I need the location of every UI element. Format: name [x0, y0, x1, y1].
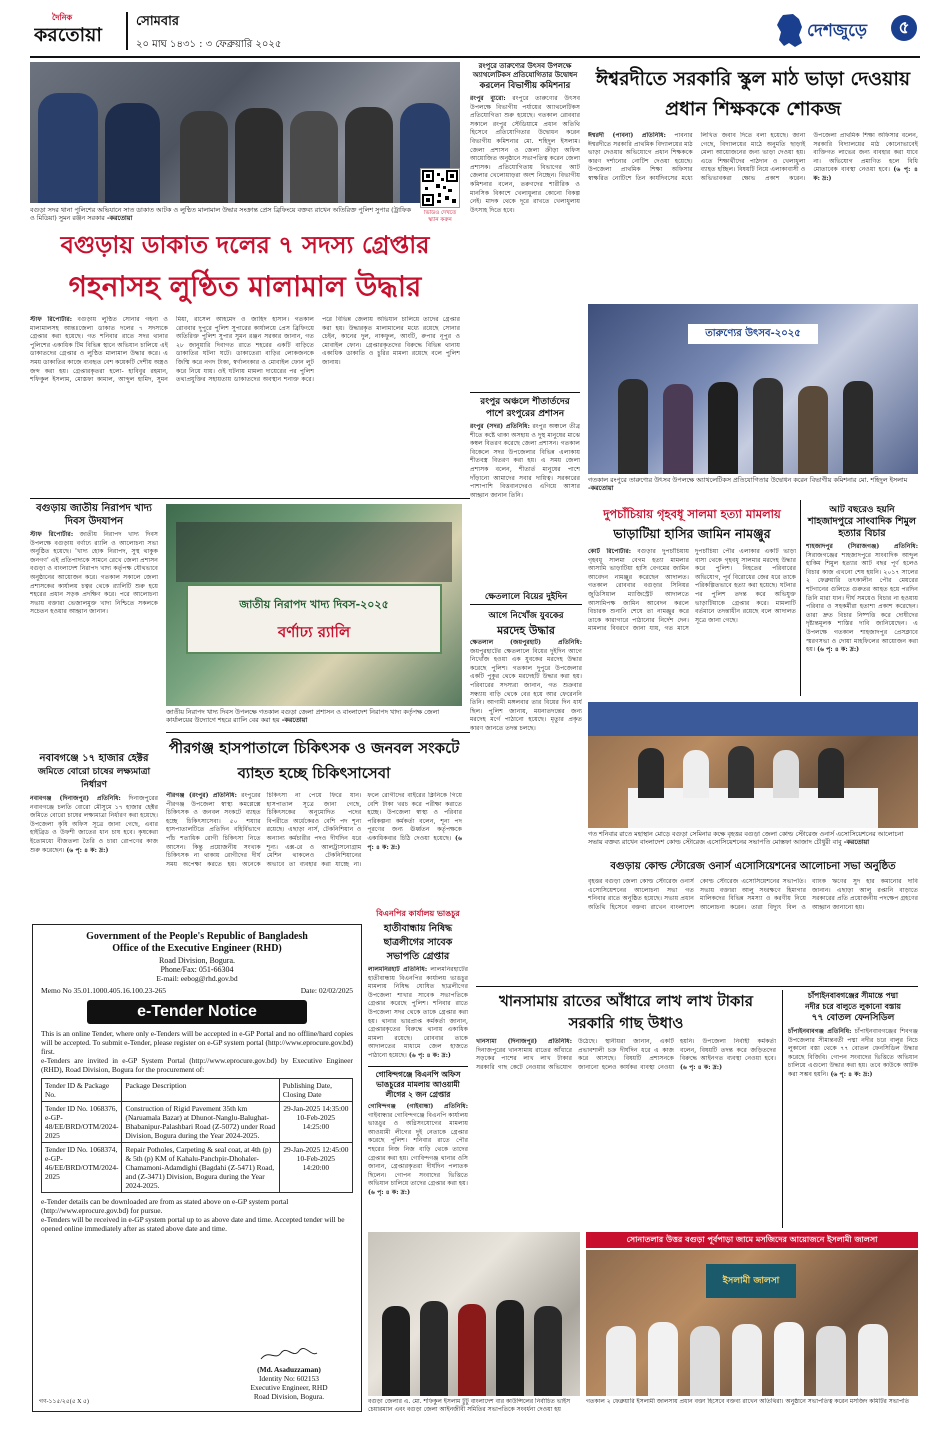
tender-row1-dates: 29-Jan-2025 14:35:00 10-Feb-2025 14:25:00 — [279, 1102, 352, 1143]
nawabganj-continued: (৬ পৃ: ৪ ক: দ্র:) — [66, 846, 109, 854]
tender-col-id: Tender ID & Package No. — [42, 1079, 122, 1102]
lalmonirhat-kicker: বিএনপির কার্যালয় ভাঙচুর — [376, 909, 460, 918]
gobindaganj-byline: গোবিন্দগঞ্জ (গাইবান্ধা) প্রতিনিধি: — [368, 1103, 468, 1110]
tender-gov-line2: Office of the Executive Engineer (RHD) — [112, 943, 282, 954]
rally-banner — [186, 584, 442, 654]
cold-storage-caption — [588, 830, 918, 856]
tender-table-header — [42, 1079, 353, 1102]
khetlal-kicker2: আগে নিখোঁজ যুবকের — [488, 611, 564, 621]
tender-row1-desc: Construction of Rigid Pavement 35th km (Naruamala Bazar) at Dhunot-Nanglu-Balughat-Bhabanipur-Palashbari Road (Z-5072) under Road Division, Bogura during the Year 2024-2025. — [122, 1102, 279, 1143]
gobindaganj-body — [368, 1103, 468, 1198]
rule — [368, 1066, 468, 1067]
lead-headline-line2: গহনাসহ লুণ্ঠিত মালামাল উদ্ধার — [68, 270, 422, 303]
shahjadpur-byline: শাহজাদপুর (সিরাজগঞ্জ) প্রতিনিধি: — [806, 543, 918, 550]
rangpur-cold-body — [470, 423, 580, 500]
newspaper-logo — [34, 12, 114, 50]
tender-footer2: e-Tenders will be received in e-GP system portal up to as above date and time. Accepted tender will be opened online immediately after as stated above date and time. — [41, 1215, 345, 1233]
tender-phone: Phone/Fax: 051-66304 — [160, 965, 234, 974]
food-safety-credit: -করতোয়া — [281, 716, 308, 725]
athletics-photo-credit: -করতোয়া — [588, 484, 614, 493]
tender-footer1: e-Tender details can be downloaded are from as stated above on e-GP system portal (http://www.eprocure.gov.bd) for pursue. — [41, 1197, 289, 1215]
khetlal-story — [470, 590, 582, 740]
dupchanchia-text: বগুড়ার দুপচাঁচিয়ায় গৃহবধূ সালমা বেগম হত্যা মামলার আসামি ভাড়াটিয়া হাসি বেগমের জামিন আবেদন নামঞ্জুর করেছেন আদালত। গতকাল রোববার বগুড়ার সিনিয়র জুডিসিয়াল ম্যাজিস্ট্রেট আদালতে আসামিপক্ষ জামিন আবেদন করলে বিচারক শুনানি শেষে তা নামঞ্জুর করে তাকে কারাগারে পাঠানোর নির্দেশ দেন। মামলার বিবরণে জানা যায়, গত মাসে দুপচাঁচিয়া পৌর এলাকার একটি ভাড়া বাসা থেকে গৃহবধূ সালমার মরদেহ উদ্ধার করে পুলিশ। নিহতের পরিবারের অভিযোগ, পূর্ব বিরোধের জের ধরে তাকে পরিকল্পিতভাবে হত্যা করা হয়েছে। ঘটনার পর পুলিশ তদন্ত করে অভিযুক্ত ভাড়াটিয়াকে গ্রেপ্তার করে। মামলাটি বর্তমানে তদন্তাধীন রয়েছে বলে আদালত সূত্রে জানা গেছে। — [588, 548, 796, 633]
table-row — [42, 1143, 353, 1193]
ishwardi-continued: (৬ পৃ: ৪ ক: দ্র:) — [813, 166, 918, 182]
rangpur-athletics-story — [470, 62, 580, 392]
logo-small-text: দৈনিক — [52, 13, 73, 22]
pirganj-headline: পীরগঞ্জ হাসপাতালে চিকিৎসক ও জনবল সংকটে ব্যাহত হচ্ছে চিকিৎসাসেবা — [168, 739, 460, 782]
logo-text: করতোয়া — [34, 24, 102, 46]
rangpur-athletics-headline: করলেন বিভাগীয় কমিশনার — [479, 81, 571, 91]
section-header — [775, 10, 920, 52]
bar-council-photo — [368, 1232, 580, 1396]
cold-storage-body — [588, 878, 918, 984]
tender-ad — [32, 924, 362, 1412]
rule — [800, 500, 801, 696]
shahjadpur-body — [806, 543, 918, 655]
lalmonirhat-continued: (৬ পৃ: ৪ ক: দ্র:) — [408, 1051, 451, 1059]
nawabganj-text: দিনাজপুরের নবাবগঞ্জে চলতি বোরো মৌসুমে ১৭ হাজার হেক্টর জমিতে বোরো চাষের লক্ষ্যমাত্রা নির্ধারণ করা হয়েছে। উপজেলা কৃষি অফিস সূত্রে জানা গেছে, এবার হাইব্রিড ও উফশী জাতের ধান চাষ হবে। কৃষকেরা ইতোমধ্যে বীজতলা তৈরি ও চারা রোপণের কাজ শুরু করেছেন। — [30, 795, 158, 854]
rally-banner-sub: বর্ণাঢ্য র‍্যালি — [277, 623, 351, 641]
lalmonirhat-text: লালমনিরহাটের হাতীবান্ধায় বিএনপির কার্যালয় ভাঙচুর মামলায় নিষিদ্ধ ঘোষিত ছাত্রলীগের উপজেলা শাখার সাবেক সভাপতিকে গ্রেপ্তার করেছে পুলিশ। শনিবার রাতে উপজেলা সদর থেকে তাকে গ্রেপ্তার করা হয়। থানার ভারপ্রাপ্ত কর্মকর্তা জানান, গ্রেপ্তারকৃতের বিরুদ্ধে থানায় একাধিক মামলা রয়েছে। রোববার তাকে আদালতের মাধ্যমে জেল হাজতে পাঠানো হয়েছে। — [368, 966, 468, 1059]
dupchanchia-byline: কোর্ট রিপোর্টার: — [588, 548, 632, 555]
jalsa-kicker: সোনাতলার উত্তর বগুড়া পূর্বপাড়া জামে মসজিদের আয়োজনে ইসলামী জালসা — [586, 1232, 918, 1248]
khetlal-text: জয়পুরহাটের ক্ষেতলালে বিয়ের দুইদিন আগে নিখোঁজ হওয়া এক যুবকের মরদেহ উদ্ধার করেছে পুলিশ। গতকাল দুপুরে উপজেলার একটি পুকুর থেকে মরদেহটি উদ্ধার করা হয়। পরিবারের সদস্যরা জানান, গত শুক্রবার সন্ধ্যায় বাড়ি থেকে বের হয়ে আর ফেরেননি তিনি। আগামী মঙ্গলবার তার বিয়ের দিন ধার্য ছিল। পুলিশ জানায়, ময়নাতদন্তের জন্য মরদেহ মর্গে পাঠানো হয়েছে। মৃত্যুর প্রকৃত কারণ জানতে তদন্ত চলছে। — [470, 647, 582, 732]
rangpur-athletics-byline: রংপুর ব্যুরো: — [470, 95, 506, 102]
tender-email: E-mail: eebog@rhd.gov.bd — [156, 974, 238, 983]
tender-date: Date: 02/02/2025 — [300, 986, 353, 995]
qr-code[interactable] — [420, 168, 460, 208]
pirganj-continued: (৬ পৃ: ৪ ক: দ্র:) — [367, 834, 462, 851]
lead-headline-line1: বগুড়ায় ডাকাত দলের ৭ সদস্য গ্রেপ্তার — [60, 231, 430, 259]
jalsa-caption: গতকাল ২ ফেব্রুয়ারি ইসলামী জালসায় প্রধান বক্তা হিসেবে বক্তব্য রাখেন অতিথিরা। অনুষ্ঠানে সভাপতিত্ব করেন মসজিদ কমিটির সভাপতি — [586, 1398, 910, 1405]
masthead-divider — [126, 12, 128, 50]
tender-sign-id: Identity No: 602153 — [259, 1374, 319, 1383]
tender-office: Road Division, Bogura. — [159, 956, 235, 965]
table-row — [42, 1102, 353, 1143]
shahjadpur-continued: (৬ পৃ: ৪ ক: দ্র:) — [817, 646, 860, 654]
lead-photo-caption — [30, 206, 415, 224]
food-safety-photo — [166, 504, 462, 706]
khansama-byline: খানসামা (দিনাজপুর) প্রতিনিধি: — [476, 1038, 572, 1045]
cold-storage-photo — [588, 702, 918, 828]
tender-row2-desc: Repair Potholes, Carpeting & seal coat, at 4th (p) & 5th (p) KM of Kahalu-Panchpir-Dhohaler-Chamamoni-Adamdighi (Bagdahi (Z-5471) Road, and (Z-3471) Division, Bogura during the Year 2024-2025. — [122, 1143, 279, 1193]
qr-code-icon — [421, 169, 459, 207]
nawabganj-headline-line2: জমিতে বোরো চাষের লক্ষ্যমাত্রা নির্ধারণ — [37, 767, 151, 790]
ishwardi-headline: ঈশ্বরদীতে সরকারি স্কুল মাঠ ভাড়া দেওয়ায় প্রধান শিক্ষককে শোকজ — [595, 68, 911, 120]
masthead-date-block — [136, 12, 356, 52]
chapai-byline: চাঁপাইনবাবগঞ্জ প্রতিনিধি: — [788, 1028, 852, 1035]
chapai-continued: (৬ পৃ: ৪ ক: দ্র:) — [830, 1070, 873, 1078]
tender-row2-id: Tender ID No. 1068374, e-GP-46/EE/BRD/OTM/2024-2025 — [42, 1143, 122, 1193]
lalmonirhat-body — [368, 966, 468, 1062]
lead-photo-credit: -করতোয়া — [106, 214, 133, 223]
athletics-photo — [588, 304, 918, 474]
food-safety-caption — [166, 708, 462, 728]
masthead-date: ২০ মাঘ ১৪৩১ : ৩ ফেব্রুয়ারি ২০২৫ — [136, 39, 282, 50]
cold-storage-text: বৃহত্তর বগুড়া জেলা কোল্ড স্টোরেজ ওনার্স এসোসিয়েশনের আলোচনা সভা গত শনিবার রাতে অনুষ্ঠিত হয়েছে। সভায় প্রধান অতিথি হিসেবে বক্তব্য রাখেন বাংলাদেশ কোল্ড স্টোরেজ এসোসিয়েশনের সভাপতি। সভায় বক্তারা আলু সংরক্ষণে হিমাগার মালিকদের বিভিন্ন সমস্যা ও করণীয় নিয়ে আলোচনা করেন। তারা বিদ্যুৎ বিল ও ব্যাংক ঋণের সুদ হার কমানোর দাবি জানান। এছাড়া আলু রপ্তানি বাড়াতে সরকারের প্রতি প্রয়োজনীয় পদক্ষেপ গ্রহণের আহ্বান জানানো হয়। — [588, 878, 918, 911]
athletics-banner: তারুণ্যের উৎসব-২০২৫ — [688, 324, 818, 344]
nawabganj-body — [30, 795, 158, 855]
tender-title: e-Tender Notice — [87, 1000, 307, 1024]
rangpur-cold-byline: রংপুর (সদর) প্রতিনিধি: — [470, 423, 530, 430]
rule — [166, 732, 470, 733]
khetlal-body — [470, 639, 582, 734]
tender-sign-title: Executive Engineer, RHD — [250, 1383, 328, 1392]
masthead-rule — [30, 56, 920, 58]
jalsa-photo — [586, 1250, 918, 1396]
rangpur-athletics-body — [470, 95, 580, 215]
nawabganj-byline: নবাবগঞ্জ (দিনাজপুর) প্রতিনিধি: — [30, 795, 121, 802]
rangpur-cold-headline: রংপুর অঞ্চলে শীতার্তদের পাশে রংপুরের প্রশাসন — [480, 397, 570, 419]
tender-signature — [229, 1347, 349, 1401]
athletics-photo-caption — [588, 476, 918, 494]
gobindaganj-text: গাইবান্ধার গোবিন্দগঞ্জে বিএনপি কার্যালয় ভাঙচুর ও অগ্নিসংযোগের মামলায় আওয়ামী লীগের দুই নেতাকে গ্রেপ্তার করেছে পুলিশ। শনিবার রাতে পৌর শহরের নিজ নিজ বাড়ি থেকে তাদের গ্রেপ্তার করা হয়। গোবিন্দগঞ্জ থানার ওসি জানান, গ্রেপ্তারকৃতরা দীর্ঘদিন পলাতক ছিলেন। গোপন সংবাদের ভিত্তিতে অভিযান চালিয়ে তাদের গ্রেপ্তার করা হয়। — [368, 1111, 468, 1188]
khansama-headline: খানসামায় রাতের আঁধারে লাখ লাখ টাকার সরকারি গাছ উধাও — [498, 992, 754, 1032]
tender-intro: This is an online Tender, where only e-Tenders will be accepted in e-GP Portal and no offline/hard copies will be accepted. To submit e-Tender, please register on e-GP system portal (http://www.eprocure.gov.bd) first. — [41, 1029, 353, 1056]
lead-body-text: বগুড়ায় লুণ্ঠিত সোনার গহনা ও মালামালসহ আন্তঃজেলা ডাকাত দলের ৭ সদস্যকে গ্রেপ্তার করা হয়েছে। গত শনিবার রাতে সদর থানার পুলিশের একাধিক টিম বিভিন্ন স্থানে অভিযান চালিয়ে এই ডাকাতদের গ্রেপ্তার ও লুণ্ঠিত মালামাল উদ্ধার করে। এ সময় ডাকাতির কাজে ব্যবহৃত বেশ কয়েকটি দেশীয় অস্ত্রও জব্দ করা হয়। গ্রেপ্তারকৃতরা হলো- হাবিবুর রহমান, শফিকুল ইসলাম, মোস্তফা কামাল, আব্দুল হামিদ, সুমন মিয়া, রাসেল আহমেদ ও জাহিদ হাসান। গতকাল রোববার দুপুরে পুলিশ সুপারের কার্যালয়ে প্রেস ব্রিফিংয়ে অতিরিক্ত পুলিশ সুপার সুমন রঞ্জন সরকার জানান, গত ২৮ জানুয়ারি দিবাগত রাতে শহরের একটি বাড়িতে ডাকাতির ঘটনা ঘটে। ডাকাতেরা বাড়ির লোকজনকে জিম্মি করে নগদ টাকা, স্বর্ণালংকার ও মোবাইল ফোন লুট করে নিয়ে যায়। ওই ঘটনায় মামলা দায়েরের পর পুলিশ তথ্যপ্রযুক্তির সহায়তায় ডাকাতদের অবস্থান শনাক্ত করে। পরে বিভিন্ন জেলায় অভিযান চালিয়ে তাদের গ্রেপ্তার করা হয়। উদ্ধারকৃত মালামালের মধ্যে রয়েছে সোনার চেইন, কানের দুল, নাকফুল, আংটি, রুপার নূপুর ও মোবাইল ফোন। গ্রেপ্তারকৃতদের বিরুদ্ধে বিভিন্ন থানায় একাধিক ডাকাতি ও চুরির মামলা রয়েছে বলে পুলিশ জানায়। — [30, 316, 460, 384]
khetlal-kicker: ক্ষেতলালে বিয়ের দুইদিন — [470, 590, 582, 605]
signature-icon — [259, 1347, 319, 1363]
khansama-body — [476, 1038, 776, 1226]
chapai-headline-line3: ৭৭ বোতল ফেনসিডিল — [811, 1013, 895, 1023]
rally-banner-title: জাতীয় নিরাপদ খাদ্য দিবস-২০২৫ — [239, 598, 389, 611]
nawabganj-story — [30, 752, 158, 902]
cold-storage-credit: -করতোয়া — [843, 838, 870, 847]
tender-gov-line1: Government of the People's Republic of Bangladesh — [86, 931, 308, 942]
tender-sign-office: Road Division, Bogura. — [253, 1392, 325, 1401]
tender-ad-code: গণ-১১৫/২৫(৫ X ৫) — [39, 1399, 89, 1405]
rule — [782, 990, 783, 1228]
food-safety-caption-text: জাতীয় নিরাপদ খাদ্য দিবস উপলক্ষে গতকাল বগুড়া জেলা প্রশাসন ও বাংলাদেশ নিরাপদ খাদ্য কর্তৃপক্ষ জেলা কার্যালয়ের উদ্যোগে শহরে র‍্যালি বের করা হয় — [166, 708, 440, 725]
masthead-day: সোমবার — [136, 14, 180, 29]
tender-invite: e-Tenders are invited in e-GP System Portal (http://www.eprocure.gov.bd) by Executive Engineer (RHD), Road Division, Bogura for the procurement of: — [41, 1056, 353, 1074]
cold-storage-caption-text: গত শনিবার রাতে মহাস্থান মোড়ে বগুড়া সেমিনার কক্ষে বৃহত্তর বগুড়া জেলা কোল্ড স্টোরেজ ওনার্স এসোসিয়েশনের আলোচনা সভায় বক্তব্য রাখেন বাংলাদেশ কোল্ড স্টোরেজ এসোসিয়েশনের সভাপতি মোস্তফা আজাদ চৌধুরী বাবু — [588, 830, 904, 847]
page-number: ৫ — [891, 15, 917, 41]
ishwardi-byline: ঈশ্বরদী (পাবনা) প্রতিনিধি: — [588, 132, 666, 139]
khetlal-byline: ক্ষেতলাল (জয়পুরহাট) প্রতিনিধি: — [470, 639, 582, 646]
athletics-caption-text: গতকাল রংপুরে তারুণ্যের উৎসব উপলক্ষে অ্যাথলেটিকস প্রতিযোগিতার উদ্বোধন করেন বিভাগীয় কমিশনার মো. শহিদুল ইসলাম — [588, 476, 908, 484]
ishwardi-text: পাবনার ঈশ্বরদীতে সরকারি প্রাথমিক বিদ্যালয়ের মাঠ ভাড়া দেওয়ার অভিযোগে প্রধান শিক্ষককে কারণ দর্শানোর নোটিশ দেওয়া হয়েছে। উপজেলা প্রাথমিক শিক্ষা অফিসার স্বাক্ষরিত নোটিশে তিন কার্যদিবসের মধ্যে লিখিত জবাব দিতে বলা হয়েছে। জানা গেছে, বিদ্যালয়ের মাঠে অনুমতি ছাড়াই মেলা আয়োজনের জন্য ভাড়া দেওয়া হয়। এতে শিক্ষার্থীদের পাঠদান ও খেলাধুলা ব্যাহত হচ্ছিল। বিষয়টি নিয়ে এলাকাবাসী ও অভিভাবকরা ক্ষোভ প্রকাশ করেন। উপজেলা প্রাথমিক শিক্ষা অফিসার বলেন, সরকারি বিদ্যালয়ের মাঠ কোনোভাবেই ব্যক্তিগত লাভের জন্য ব্যবহার করা যাবে না। অভিযোগ প্রমাণিত হলে বিধি মোতাবেক ব্যবস্থা নেওয়া হবে। — [588, 132, 918, 182]
bangladesh-map-icon — [775, 13, 805, 49]
dupchanchia-headline-line1: দুপচাঁচিয়ায় গৃহবধূ সালমা হত্যা মামলায় — [603, 507, 781, 521]
bar-council-caption: বগুড়া জেলার এ. মো. শফিকুল ইসলাম টুটু বাংলাদেশ বার কাউন্সিলের নির্বাচিত ভাইস চেয়ারম্যান এবং বগুড়া জেলা আইনজীবী সমিতির সভাপতিকে সংবর্ধনা দেওয়া হয় — [368, 1398, 571, 1413]
chapai-headline-line2: নদীর চরে বালুতে লুকানো বস্তায় — [805, 1002, 901, 1011]
ishwardi-body — [588, 132, 918, 300]
rangpur-cold-story — [470, 396, 580, 586]
chapai-headline-line1: চাঁপাইনবাবগঞ্জের সীমান্তে পদ্মা — [807, 991, 899, 1000]
tender-col-desc: Package Description — [122, 1079, 279, 1102]
tender-memo-row — [41, 986, 353, 995]
pirganj-body — [166, 792, 462, 904]
food-safety-headline: বগুড়ায় জাতীয় নিরাপদ খাদ্য দিবস উদযাপন — [36, 503, 152, 527]
rangpur-cold-text: রংপুর অঞ্চলে তীব্র শীতে কষ্টে থাকা অসহায় ও দুস্থ মানুষের মাঝে কম্বল বিতরণ করেছে জেলা প্রশাসন। গতকাল বিকেলে সদর উপজেলার বিভিন্ন এলাকায় শীতবস্ত্র বিতরণ করা হয়। এ সময় জেলা প্রশাসক বলেন, শীতার্ত মানুষের পাশে দাঁড়ানো আমাদের সবার দায়িত্ব। সরকারের পাশাপাশি বিত্তবানদেরও এগিয়ে আসার আহ্বান জানান তিনি। — [470, 423, 580, 499]
tender-row1-id: Tender ID No. 1068376, e-GP-48/EE/BRD/OTM/2024-2025 — [42, 1102, 122, 1143]
rule — [470, 392, 580, 393]
masthead — [30, 10, 920, 54]
khetlal-headline: মরদেহ উদ্ধার — [497, 624, 555, 637]
chapainawabganj-story — [788, 990, 918, 1228]
gobindaganj-continued: (৬ পৃ: ৪ ক: দ্র:) — [368, 1188, 411, 1196]
chapai-text: চাঁপাইনবাবগঞ্জের শিবগঞ্জ উপজেলার সীমান্তবর্তী পদ্মা নদীর চরে বালুর নিচে লুকানো বস্তা থেকে ৭৭ বোতল ফেনসিডিল উদ্ধার করেছে বিজিবি। গোপন সংবাদের ভিত্তিতে অভিযান চালিয়ে এগুলো উদ্ধার করা হয়। তবে কাউকে আটক করা সম্ভব হয়নি। — [788, 1028, 918, 1078]
shahjadpur-headline-line1: আট বছরেও হয়নি — [829, 505, 895, 515]
tender-memo: Memo No 35.01.1000.405.16.100.23-265 — [41, 986, 166, 995]
tender-col-dates: Publishing Date, Closing Date — [279, 1079, 352, 1102]
gobindaganj-headline: গোবিন্দগঞ্জে বিএনপি অফিস ভাঙচুরের মামলায় আওয়ামী লীগের ২ জন গ্রেপ্তার — [375, 1070, 461, 1099]
shahjadpur-text: সিরাজগঞ্জের শাহজাদপুরে সাংবাদিক আব্দুল হাকিম শিমুল হত্যার আট বছর পূর্ণ হলেও বিচার কাজ এখনো শেষ হয়নি। ২০১৭ সালের ২ ফেব্রুয়ারি তৎকালীন পৌর মেয়রের শটগানের গুলিতে গুরুতর আহত হয়ে পরদিন তিনি মারা যান। দীর্ঘ সময়েও বিচার না হওয়ায় পরিবার ও সহকর্মীরা হতাশা প্রকাশ করেছেন। তারা দ্রুত বিচার নিষ্পত্তি করে দোষীদের দৃষ্টান্তমূলক শাস্তির দাবি জানিয়েছেন। এ উপলক্ষে গতকাল শাহজাদপুর প্রেসক্লাবে স্মরণসভা ও দোয়া মাহফিলের আয়োজন করা হয়। — [806, 551, 918, 654]
dupchanchia-body — [588, 548, 796, 698]
lead-photo-caption-text: বগুড়া সদর থানা পুলিশের অভিযানে সাত ডাকাত আটক ও লুণ্ঠিত মালামাল উদ্ধার সংক্রান্ত প্রেস ব্রিফিংয়ে বক্তব্য রাখেন অতিরিক্ত পুলিশ সুপার (ট্রাফিক ও মিডিয়া) সুমন রঞ্জন সরকার — [30, 206, 411, 223]
khansama-continued: (৬ পৃ: ৪ ক: দ্র:) — [680, 1063, 723, 1071]
tender-table — [41, 1078, 353, 1193]
food-safety-byline: স্টাফ রিপোর্টার: — [30, 531, 74, 538]
lalmonirhat-byline: লালমনিরহাট প্রতিনিধি: — [368, 966, 428, 973]
nawabganj-headline-line1: নবাবগঞ্জে ১৭ হাজার হেক্টর — [39, 753, 149, 764]
shahjadpur-headline-line2: শাহজাদপুরে সাংবাদিক শিমুল হত্যার বিচার — [808, 516, 916, 539]
qr-label: ভিডিও দেখতে স্ক্যান করুন — [423, 210, 457, 223]
tender-row2-dates: 29-Jan-2025 12:45:00 10-Feb-2025 14:20:00 — [279, 1143, 352, 1193]
pirganj-text: রংপুরের পীরগঞ্জ উপজেলা স্বাস্থ্য কমপ্লেক্সে চিকিৎসক ও জনবল সংকটে ব্যাহত হচ্ছে চিকিৎসাসেবা। ৫০ শয্যার হাসপাতালটিতে প্রতিদিন বহির্বিভাগে পাঁচ শতাধিক রোগী চিকিৎসা নিতে আসেন। কিন্তু প্রয়োজনীয় সংখ্যক চিকিৎসক না থাকায় রোগীদের দীর্ঘ সময় অপেক্ষা করতে হয়। অনেকে চিকিৎসা না পেয়ে ফিরে যান। হাসপাতাল সূত্রে জানা গেছে, চিকিৎসকের অনুমোদিত পদের বিপরীতে অর্ধেকেরও বেশি পদ শূন্য রয়েছে। এছাড়া নার্স, টেকনিশিয়ান ও অন্যান্য কর্মচারীর পদও দীর্ঘদিন ধরে শূন্য। এক্স-রে ও আলট্রাসনোগ্রাম মেশিন থাকলেও টেকনিশিয়ানের অভাবে তা ব্যবহার করা যাচ্ছে না। ফলে রোগীদের বাইরের ক্লিনিকে গিয়ে বেশি টাকা খরচ করে পরীক্ষা করাতে হচ্ছে। উপজেলা স্বাস্থ্য ও পরিবার পরিকল্পনা কর্মকর্তা বলেন, শূন্য পদ পূরণের জন্য ঊর্ধ্বতন কর্তৃপক্ষকে একাধিকবার চিঠি দেওয়া হয়েছে। — [166, 792, 462, 868]
pirganj-byline: পীরগঞ্জ (রংপুর) প্রতিনিধি: — [166, 792, 237, 799]
khansama-text: দিনাজপুরের খানসামায় রাতের আঁধারে সড়কের পাশের লাখ লাখ টাকার সরকারি গাছ কেটে নেওয়ার অভিযোগ উঠেছে। স্থানীয়রা জানান, একটি প্রভাবশালী চক্র দীর্ঘদিন ধরে এ কাজ করে আসছে। বিষয়টি প্রশাসনকে জানানো হলেও কার্যকর ব্যবস্থা নেওয়া হয়নি। উপজেলা নির্বাহী কর্মকর্তা বলেন, বিষয়টি তদন্ত করে জড়িতদের বিরুদ্ধে আইনগত ব্যবস্থা নেওয়া হবে। — [476, 1038, 776, 1071]
food-safety-body — [30, 531, 158, 617]
cold-storage-headline: বগুড়ায় কোল্ড স্টোরেজ ওনার্স এসোসিয়েশনের আলোচনা সভা অনুষ্ঠিত — [610, 861, 896, 872]
rule — [476, 986, 918, 987]
lead-photo — [30, 62, 460, 203]
shahjadpur-story — [806, 504, 918, 700]
rule — [30, 498, 470, 499]
rangpur-athletics-kicker: রংপুরে তারুণ্যের উৎসব উপলক্ষে অ্যাথলেটিকস প্রতিযোগিতার উদ্বোধন — [472, 62, 578, 79]
lead-story-body — [30, 316, 460, 494]
dupchanchia-headline-line2: ভাড়াটিয়া হাসির জামিন নামঞ্জুর — [613, 526, 771, 541]
chapai-body — [788, 1028, 918, 1080]
food-safety-text: জাতীয় নিরাপদ খাদ্য দিবস উপলক্ষে বগুড়ায় বর্ণাঢ্য র‍্যালি ও আলোচনা সভা অনুষ্ঠিত হয়েছে। 'খাদ্য হোক নিরাপদ, সুস্থ থাকুক জনগণ' এই প্রতিপাদ্যকে সামনে রেখে জেলা প্রশাসন বগুড়া ও বাংলাদেশ নিরাপদ খাদ্য কর্তৃপক্ষ যৌথভাবে অনুষ্ঠানের আয়োজন করে। গতকাল সকালে জেলা প্রশাসকের কার্যালয় চত্বর থেকে র‍্যালিটি শুরু হয়ে শহরের প্রধান সড়ক প্রদক্ষিণ করে। পরে আলোচনা সভায় বক্তারা ভেজালমুক্ত খাদ্য নিশ্চিতে সকলকে সচেতন হওয়ার আহ্বান জানান। — [30, 531, 158, 616]
lalmonirhat-headline: হাতীবান্ধায় নিষিদ্ধ ছাত্রলীগের সাবেক সভাপতি গ্রেপ্তার — [383, 923, 453, 962]
tender-sign-name: (Md. Asaduzzaman) — [257, 1365, 321, 1374]
lead-byline: স্টাফ রিপোর্টার: — [30, 316, 73, 323]
section-title: দেশজুড়ে — [807, 21, 868, 41]
jalsa-banner: ইসলামী জালসা — [706, 1264, 796, 1298]
rangpur-athletics-text: রংপুরে তারুণ্যের উৎসব উপলক্ষে বিভাগীয় পর্যায়ের অ্যাথলেটিকস প্রতিযোগিতা শুরু হয়েছে। গতকাল রোববার সকালে রংপুর স্টেডিয়ামে প্রধান অতিথি হিসেবে প্রতিযোগিতার উদ্বোধন করেন বিভাগীয় কমিশনার মো. শহিদুল ইসলাম। জেলা প্রশাসন ও জেলা ক্রীড়া অফিস আয়োজিত অনুষ্ঠানে সভাপতিত্ব করেন জেলা প্রশাসক। প্রতিযোগিতায় বিভাগের আট জেলার খেলোয়াড়রা অংশ নিচ্ছেন। বিভাগীয় কমিশনার বলেন, তরুণদের শারীরিক ও মানসিক বিকাশে খেলাধুলার কোনো বিকল্প নেই। মাদক থেকে দূরে রাখতে খেলাধুলায় উৎসাহ দিতে হবে। — [470, 95, 580, 214]
